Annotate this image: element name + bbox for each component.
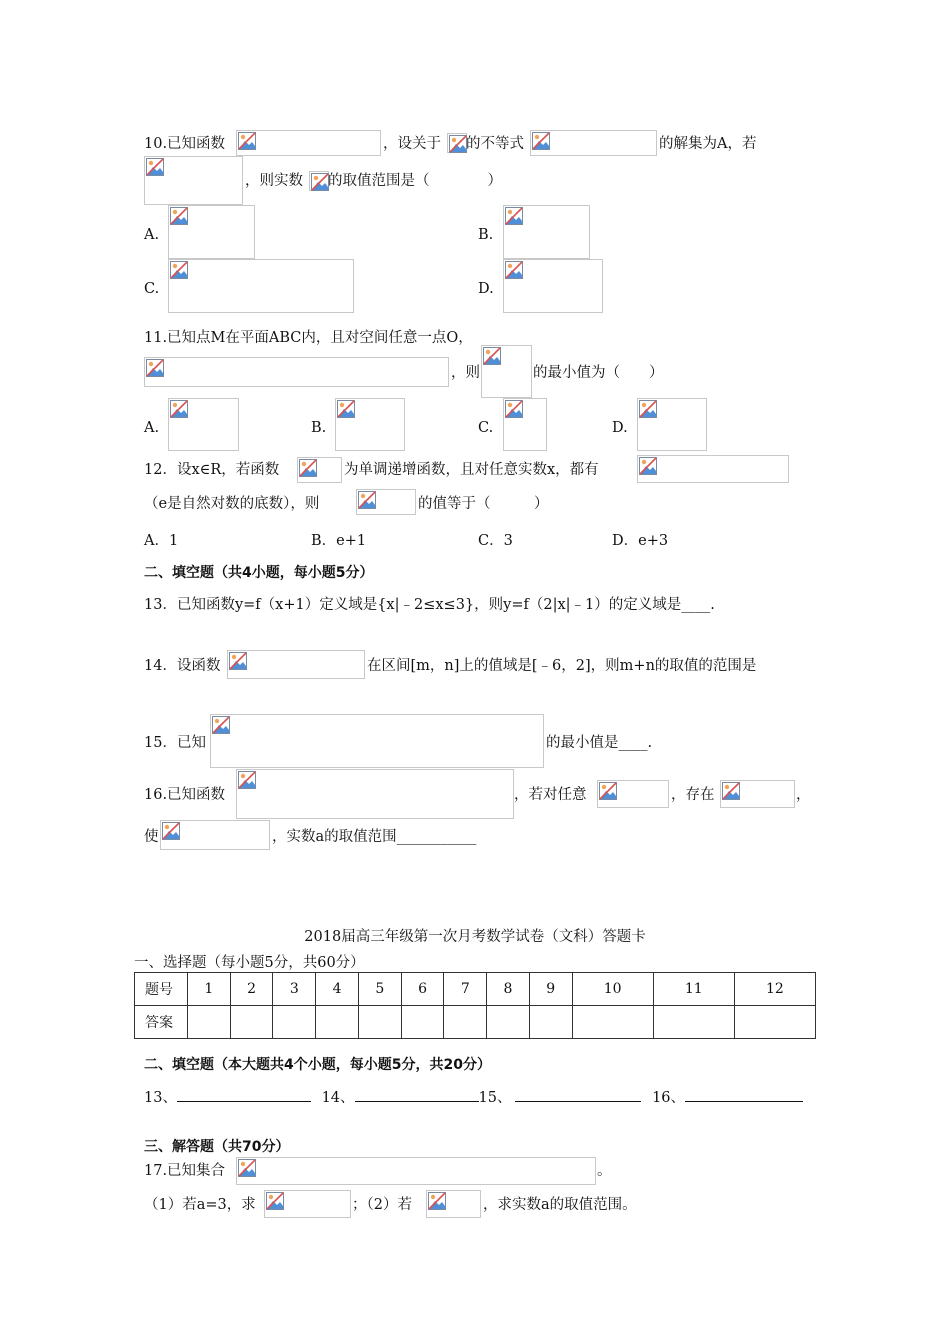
broken-image-icon <box>266 1192 284 1210</box>
broken-image-icon <box>170 207 188 225</box>
table-header-number: 题号 <box>135 973 188 1006</box>
q12-text-b: 为单调递增函数，且对任意实数x，都有 <box>344 462 599 478</box>
q14-text-a: 14．设函数 <box>144 658 221 674</box>
q10-text-b-wrap <box>383 134 441 154</box>
formula-image <box>168 205 255 259</box>
broken-image-icon <box>428 1192 446 1210</box>
q12-option-a: A．1 <box>144 533 179 549</box>
blank-16-label: 16、 <box>652 1090 686 1106</box>
formula-image <box>264 1190 351 1218</box>
q10-option-a-label: A. <box>144 227 160 243</box>
q15-text-b: 的最小值是____. <box>546 735 653 751</box>
broken-image-icon <box>639 457 657 475</box>
formula-image <box>503 398 547 451</box>
q16-text-c: ，存在 <box>671 787 715 803</box>
answer-card-title: 2018届高三年级第一次月考数学试卷（文科）答题卡 <box>304 929 646 945</box>
answer-card-section-1: 一、选择题（每小题5分，共60分） <box>134 955 365 971</box>
broken-image-icon <box>162 822 180 840</box>
broken-image-icon <box>449 135 467 153</box>
table-cell: 6 <box>401 973 444 1006</box>
q10-option-c-label: C. <box>144 281 160 297</box>
q16-text-b: ，若对任意 <box>514 787 587 803</box>
answer-cell[interactable] <box>487 1006 530 1039</box>
formula-image <box>447 133 467 153</box>
q11-option-a-label: A. <box>144 420 160 436</box>
broken-image-icon <box>358 491 376 509</box>
answer-blanks-row <box>144 1087 803 1108</box>
q10-text-c: 的不等式 <box>466 136 524 152</box>
blank-15-label: 15、 <box>478 1090 512 1106</box>
q11-option-d-label: D. <box>612 420 628 436</box>
q17-text-c: （1）若a=3，求 <box>144 1197 256 1213</box>
q15-text-a: 15．已知 <box>144 735 206 751</box>
table-cell: 11 <box>653 973 734 1006</box>
broken-image-icon <box>146 359 164 377</box>
formula-image <box>168 259 354 313</box>
blank-14-line[interactable] <box>355 1087 479 1102</box>
answer-card-section-2: 二、填空题（本大题共4个小题，每小题5分，共20分） <box>144 1057 491 1073</box>
q12-option-d: D．e+3 <box>612 533 669 549</box>
blank-16-line[interactable] <box>685 1087 803 1102</box>
broken-image-icon <box>532 132 550 150</box>
q10-option-b-label: B. <box>478 227 494 243</box>
q10-text-e-wrap <box>245 171 303 191</box>
formula-image <box>210 714 544 768</box>
table-cell: 12 <box>734 973 815 1006</box>
answer-card-section-3: 三、解答题（共70分） <box>144 1139 290 1155</box>
q16-text-f: ，实数a的取值范围___________ <box>272 829 477 845</box>
broken-image-icon <box>311 173 329 191</box>
table-cell: 4 <box>316 973 359 1006</box>
formula-image <box>236 130 381 156</box>
formula-image <box>530 130 657 156</box>
answer-cell[interactable] <box>401 1006 444 1039</box>
formula-image <box>144 156 243 205</box>
broken-image-icon <box>505 400 523 418</box>
formula-image <box>168 398 239 451</box>
answer-cell[interactable] <box>230 1006 273 1039</box>
q10-text-f: 的取值范围是（ ） <box>328 173 502 189</box>
q16-text-d: ， <box>796 787 811 803</box>
broken-image-icon <box>212 716 230 734</box>
broken-image-icon <box>722 782 740 800</box>
q11-option-c-label: C. <box>478 420 494 436</box>
table-header-answer: 答案 <box>135 1006 188 1039</box>
broken-image-icon <box>238 132 256 150</box>
answer-cell[interactable] <box>273 1006 316 1039</box>
q10-text-d: 的解集为A，若 <box>659 136 757 152</box>
q13-text: 13．已知函数y=f（x+1）定义域是{x|﹣2≤x≤3}，则y=f（2|x|﹣1）的定义域是____. <box>144 597 715 613</box>
q12-text-c: （e是自然对数的底数），则 <box>144 496 320 512</box>
q11-text-a: 11.已知点M在平面ABC内，且对空间任意一点O， <box>144 330 473 346</box>
table-row <box>135 1006 816 1039</box>
formula-image <box>637 455 789 483</box>
formula-image <box>720 780 795 808</box>
broken-image-icon <box>238 771 256 789</box>
formula-image <box>481 345 532 398</box>
broken-image-icon <box>337 400 355 418</box>
q10-line1 <box>144 134 225 154</box>
formula-image <box>503 259 603 313</box>
broken-image-icon <box>505 261 523 279</box>
q10-option-d-label: D. <box>478 281 494 297</box>
q10-text-c-wrap <box>466 134 524 154</box>
formula-image <box>356 489 416 515</box>
formula-image <box>236 769 514 819</box>
blank-14-label: 14、 <box>321 1090 355 1106</box>
broken-image-icon <box>229 652 247 670</box>
q10-text-e: ，则实数 <box>245 173 303 189</box>
q12-text-d: 的值等于（ ） <box>418 496 549 512</box>
q11-text-b: ，则 <box>451 365 480 381</box>
answer-cell[interactable] <box>188 1006 231 1039</box>
q16-text-e: 使 <box>144 829 159 845</box>
q17-text-d: ；（2）若 <box>352 1197 412 1213</box>
broken-image-icon <box>505 207 523 225</box>
broken-image-icon <box>639 400 657 418</box>
q17-text-a: 17.已知集合 <box>144 1163 226 1179</box>
blank-13-label: 13、 <box>144 1090 177 1106</box>
answer-cell[interactable] <box>358 1006 401 1039</box>
table-cell: 7 <box>444 973 487 1006</box>
broken-image-icon <box>170 261 188 279</box>
answer-cell[interactable] <box>316 1006 359 1039</box>
q16-text-a: 16.已知函数 <box>144 787 226 803</box>
table-cell: 1 <box>188 973 231 1006</box>
q17-text-b: 。 <box>597 1163 612 1179</box>
formula-image <box>426 1190 481 1218</box>
broken-image-icon <box>170 400 188 418</box>
q10-text-b: ，设关于 <box>383 136 441 152</box>
q12-option-c: C．3 <box>478 533 513 549</box>
broken-image-icon <box>299 459 317 477</box>
q14-text-b: 在区间[m，n]上的值域是[﹣6，2]，则m+n的取值的范围是 <box>367 658 757 674</box>
section-2-heading: 二、填空题（共4小题，每小题5分） <box>144 565 374 581</box>
formula-image <box>503 205 590 259</box>
table-row <box>135 973 816 1006</box>
answer-cell[interactable] <box>529 1006 572 1039</box>
q10-text-a: 10.已知函数 <box>144 136 226 152</box>
answer-cell[interactable] <box>653 1006 734 1039</box>
answer-cell[interactable] <box>444 1006 487 1039</box>
blank-15-line[interactable] <box>515 1087 641 1102</box>
formula-image <box>309 171 329 191</box>
q10-text-f-wrap <box>328 171 502 191</box>
formula-image <box>297 457 342 483</box>
q11-text-c: 的最小值为（ ） <box>533 365 664 381</box>
formula-image <box>236 1157 596 1185</box>
q17-text-e: ，求实数a的取值范围。 <box>483 1197 637 1213</box>
formula-image <box>335 398 405 451</box>
table-cell: 9 <box>529 973 572 1006</box>
table-cell: 5 <box>358 973 401 1006</box>
answer-table <box>134 972 816 1039</box>
formula-image <box>597 780 669 808</box>
q10-text-d-wrap <box>659 134 756 154</box>
formula-image <box>227 650 365 679</box>
table-cell: 8 <box>487 973 530 1006</box>
q11-option-b-label: B. <box>311 420 327 436</box>
formula-image <box>637 398 707 451</box>
q12-text-a: 12．设x∈R，若函数 <box>144 462 280 478</box>
broken-image-icon <box>483 347 501 365</box>
formula-image <box>144 357 449 387</box>
table-cell: 10 <box>572 973 653 1006</box>
broken-image-icon <box>238 1159 256 1177</box>
formula-image <box>160 820 270 850</box>
broken-image-icon <box>146 158 164 176</box>
q12-option-b: B．e+1 <box>311 533 367 549</box>
answer-cell[interactable] <box>734 1006 815 1039</box>
broken-image-icon <box>599 782 617 800</box>
table-cell: 3 <box>273 973 316 1006</box>
answer-cell[interactable] <box>572 1006 653 1039</box>
blank-13-line[interactable] <box>177 1087 311 1102</box>
table-cell: 2 <box>230 973 273 1006</box>
